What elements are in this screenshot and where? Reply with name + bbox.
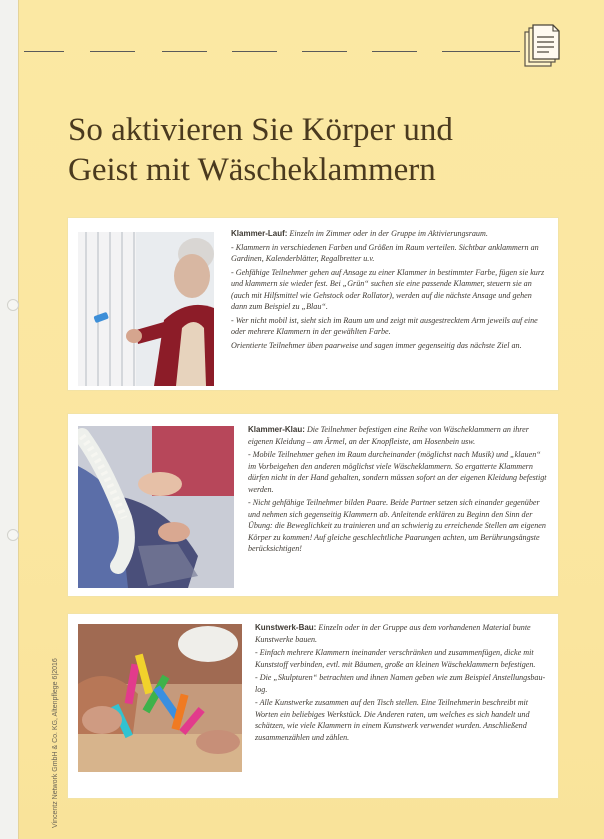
section-heading: Klammer-Klau: [248,425,305,434]
header-rule-left [24,51,64,52]
title-line-1: So aktivieren Sie Körper und [68,112,453,148]
header-rule-segment [302,51,347,52]
section-bullet: - Klammern in verschiedenen Farben und Größen im Raum verteilen. Sichtbar anklammern an Gardinen, Kalenderblätter, Regalbretter u.v. [231,242,539,263]
section-intro: Einzeln im Zimmer oder in der Gruppe im Aktivierungsraum. [289,229,488,238]
title-line-2: Geist mit Wäscheklammern [68,152,436,188]
section-bullet: - Alle Kunstwerke zusammen auf den Tisch stellen. Eine Teilnehmerin beschreibt mit Worten ein beliebiges Werkstück. Die Anderen raten, um welches es sich handelt und schätzen, wie viele Klammern in einem Kunstwerk verwendet wurden. Anschließend zusammenzählen und zählen. [255,698,530,742]
page-title [68,110,538,190]
document-stack-icon [521,24,565,76]
section-text [231,228,549,353]
photo-clothespins-on-clothing [78,426,234,588]
section-intro: Die Teilnehmer befestigen eine Reihe von Wäscheklammern an ihrer eigenen Kleidung – am Ärmel, an der Knopfleiste, am Hosenbein usw. [248,425,529,446]
section-text [255,622,549,745]
photo-clothespin-sculptures [78,624,242,772]
fold-line [18,0,19,839]
section-heading: Klammer-Lauf: [231,229,288,238]
punch-hole-top [7,299,19,311]
header-rule-segment [372,51,417,52]
header-rule-segment [232,51,277,52]
photo-senior-with-clothespin [78,232,214,386]
section-bullet: - Einfach mehrere Klammern ineinander verschränken und zusammenfügen, dicke mit Kunststoff verbinden, evtl. mit Bäumen, große an kleinen Wäscheklammern befestigen. [255,648,536,669]
header-rule-segment [162,51,207,52]
section-bullet: - Mobile Teilnehmer gehen im Raum durcheinander (möglichst nach Musik) und „klauen“ im Vorbeigehen den anderen möglichst viele Wäscheklammern. So ergatterte Klammern dürfen nicht in der Hand gehalten, sondern müssen sofort an der eigenen Kleidung befestigt werden. [248,450,547,494]
section-intro: Einzeln oder in der Gruppe aus dem vorhandenen Material bunte Kunstwerke bauen. [255,623,531,644]
header-rule-segment [90,51,135,52]
section-card-kunstwerk-bau [68,614,558,798]
header-rule-right [442,51,520,52]
section-bullet: - Wer nicht mobil ist, sieht sich im Raum um und zeigt mit ausgestrecktem Arm jeweils auf eine oder mehrere Klammern in der gewählten Farbe. [231,315,538,336]
section-card-klammer-lauf [68,218,558,390]
section-bullet: - Die „Skulpturen“ betrachten und ihnen Namen geben wie zum Beispiel Anstellungsbau-log. [255,673,546,694]
side-credit: Vincentz Network GmbH & Co. KG, Altenpflege 6|2016 [52,658,59,828]
section-bullet: - Gehfähige Teilnehmer gehen auf Ansage zu einer Klammer in bestimmter Farbe, fügen sie kurz und klammern sie wieder fest. Bei „Grün“ suchen sie eine passende Klammer, steuern sie an (auch mit Hilfsmittel wie Gehstock oder Rollator), werden auf die nächste Ansage und gehen dann zum Beispiel zu „Blau“. [231,267,545,311]
section-bullet: - Nicht gehfähige Teilnehmer bilden Paare. Beide Partner setzen sich einander gegenüber und nehmen sich gegenseitig Klammern ab. Anleitende erklären zu Beginn den Sinn der Übung: die Beweglichkeit zu trainieren und an schwierig zu erreichende Stellen am eigenen Körper zu kommen! Auf gleiche geschlechtliche Paarungen achten, um Berührungsängste berücksichtigen! [248,498,546,553]
section-text [248,424,548,557]
punch-hole-bottom [7,529,19,541]
section-bullet: Orientierte Teilnehmer üben paarweise und sagen immer gegenseitig das nächste Ziel an. [231,340,522,350]
section-card-klammer-klau [68,414,558,596]
binder-margin [0,0,18,839]
section-heading: Kunstwerk-Bau: [255,623,317,632]
